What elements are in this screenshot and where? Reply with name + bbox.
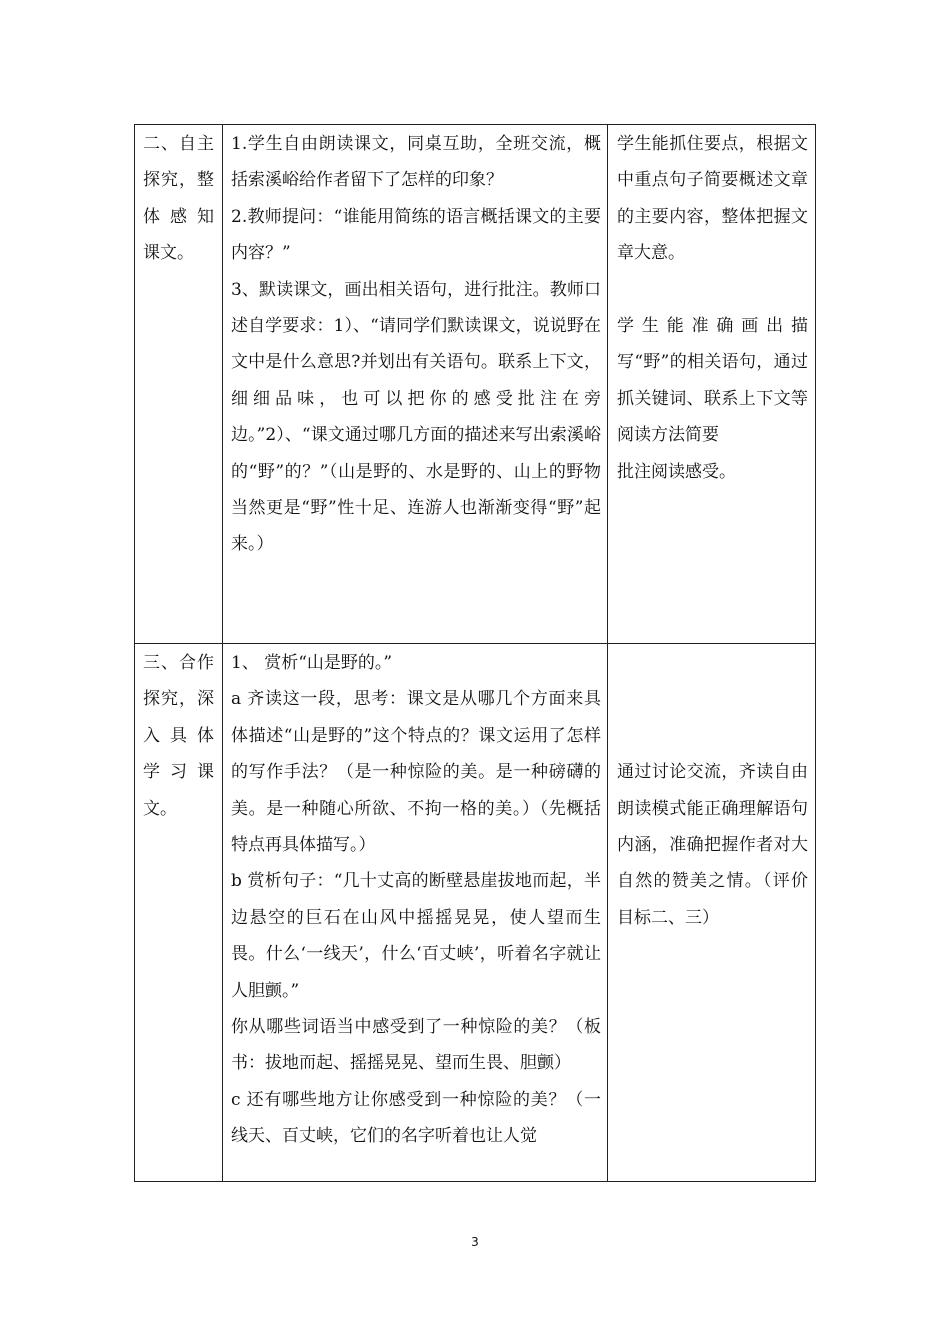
- activity-paragraph: a 齐读这一段，思考：课文是从哪几个方面来具体描述“山是野的”这个特点的？课文运用了怎样的写作手法？（是一种惊险的美。是一种磅礴的美。是一种随心所欲、不拘一格的美。）（先概括特点再具体描写。）: [231, 689, 601, 856]
- table-row: [135, 125, 816, 644]
- lesson-plan-table: [134, 124, 816, 1182]
- stage-label: 三、合作: [143, 653, 214, 673]
- evaluation-text: 学生能抓住要点，根据文中重点句子简要概述文章的主要内容，整体把握文章大意。: [617, 134, 808, 264]
- stage-label: 学 习 课: [143, 762, 214, 783]
- stage-label: 二、自主: [143, 134, 214, 154]
- evaluation-cell: [608, 644, 816, 1182]
- table-row: [135, 644, 816, 1182]
- page-number: 3: [471, 1235, 479, 1249]
- evaluation-text: 学生能准确画出描写“野”的相关语句，通过抓关键词、联系上下文等阅读方法简要: [617, 316, 808, 446]
- activity-paragraph: 1、 赏析“山是野的。”: [231, 653, 393, 673]
- activity-paragraph: c 还有哪些地方让你感受到一种惊险的美？（一线天、百丈峡，它们的名字听着也让人觉: [231, 1089, 601, 1147]
- stage-cell: [135, 644, 223, 1182]
- stage-label: 入 具 体: [143, 725, 214, 746]
- evaluation-cell: [608, 125, 816, 644]
- stage-label: 探究，深: [143, 689, 214, 710]
- evaluation-text: 通过讨论交流，齐读自由朗读模式能正确理解语句内涵，准确把握作者对大自然的赞美之情。（评价目标二、三）: [617, 762, 808, 928]
- activity-cell: [223, 644, 608, 1182]
- activity-paragraph: 1.学生自由朗读课文，同桌互助，全班交流，概括索溪峪给作者留下了怎样的印象？: [231, 134, 601, 191]
- activity-paragraph: 2.教师提问：“谁能用简练的语言概括课文的主要内容？”: [231, 206, 601, 264]
- stage-label: 文。: [143, 798, 177, 819]
- stage-cell: [135, 125, 223, 644]
- stage-label: 课文。: [143, 243, 194, 264]
- activity-paragraph: b 赏析句子：“几十丈高的断壁悬崖拔地而起，半边悬空的巨石在山风中摇摇晃晃，使人望而生畏。什么‘一线天’，什么‘百丈峡’，听着名字就让人胆颤。”: [231, 871, 601, 1001]
- stage-label: 探究，整: [143, 170, 214, 191]
- activity-cell: [223, 125, 608, 644]
- evaluation-text: 批注阅读感受。: [617, 461, 736, 482]
- activity-paragraph: 3、默读课文，画出相关语句，进行批注。教师口述自学要求：1）、“请同学们默读课文，说说野在文中是什么意思?并划出有关语句。联系上下文，细细品味，也可以把你的感受批注在旁边。”2）、“课文通过哪几方面的描述来写出索溪峪的“野”的？”（山是野的、水是野的、山上的野物当然更是“野”性十足、连游人也渐渐变得“野”起来。）: [231, 279, 601, 555]
- stage-label: 体 感 知: [143, 206, 214, 227]
- activity-paragraph: 你从哪些词语当中感受到了一种惊险的美？（板书：拔地而起、摇摇晃晃、望而生畏、胆颤）: [231, 1017, 601, 1074]
